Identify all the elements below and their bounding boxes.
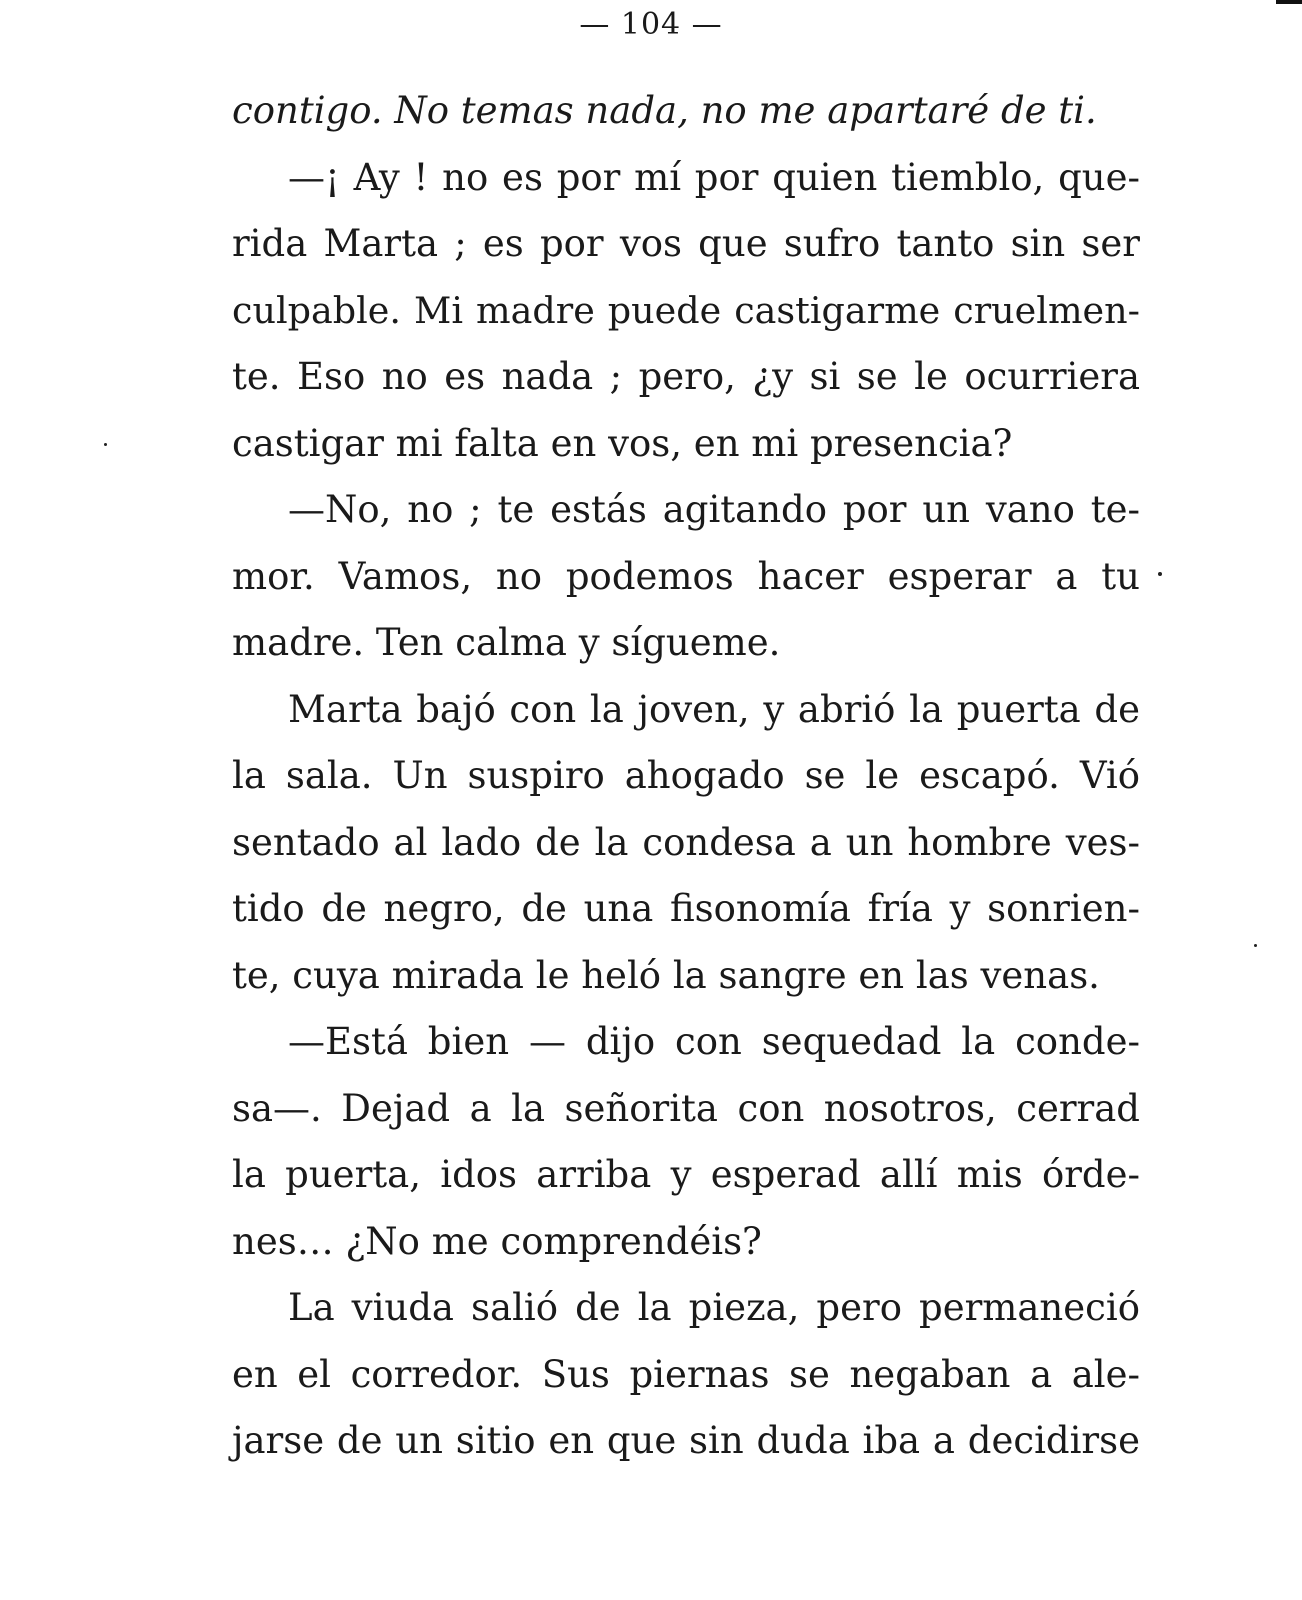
text-line: madre. Ten calma y sígueme. — [232, 621, 781, 664]
scan-speck — [1254, 944, 1257, 947]
text-line: contigo. No temas nada, no me apartaré de ti. — [232, 89, 1097, 132]
text-line: La viuda salió de la pieza, pero permaneció — [288, 1286, 1140, 1329]
text-line: te, cuya mirada le heló la sangre en las venas. — [232, 953, 1100, 997]
text-line: rida Marta ; es por vos que sufro tanto sin ser — [232, 222, 1140, 265]
body-text — [232, 78, 1140, 1475]
text-line: culpable. Mi madre puede castigarme cruelmen- — [232, 288, 1140, 332]
text-line: tido de negro, de una fisonomía fría y sonrien- — [232, 887, 1140, 930]
page-number: — 104 — — [579, 7, 723, 42]
text-line: sa—. Dejad a la señorita con nosotros, cerrad — [232, 1086, 1140, 1130]
text-line: jarse de un sitio en que sin duda iba a decidirse — [232, 1419, 1140, 1462]
text-line: mor. Vamos, no podemos hacer esperar a tu — [232, 554, 1140, 598]
text-line: —No, no ; te estás agitando por un vano te- — [288, 488, 1140, 531]
text-line: sentado al lado de la condesa a un hombre ves- — [232, 820, 1140, 864]
text-line: —¡ Ay ! no es por mí por quien tiemblo, que- — [288, 155, 1140, 199]
text-line: Marta bajó con la joven, y abrió la puerta de — [288, 687, 1140, 731]
text-line: nes… ¿No me comprendéis? — [232, 1219, 762, 1263]
scan-speck — [1158, 572, 1162, 576]
scan-speck — [104, 443, 107, 446]
text-line: te. Eso no es nada ; pero, ¿y si se le ocurriera — [232, 355, 1140, 398]
scan-edge-mark — [1276, 0, 1302, 4]
text-line: en el corredor. Sus piernas se negaban a ale- — [232, 1352, 1140, 1396]
text-line: la sala. Un suspiro ahogado se le escapó. Vió — [232, 754, 1140, 797]
text-line: —Está bien — dijo con sequedad la conde- — [288, 1020, 1140, 1063]
text-line: castigar mi falta en vos, en mi presencia? — [232, 421, 1013, 465]
text-line: la puerta, idos arriba y esperad allí mis órde- — [232, 1153, 1140, 1196]
